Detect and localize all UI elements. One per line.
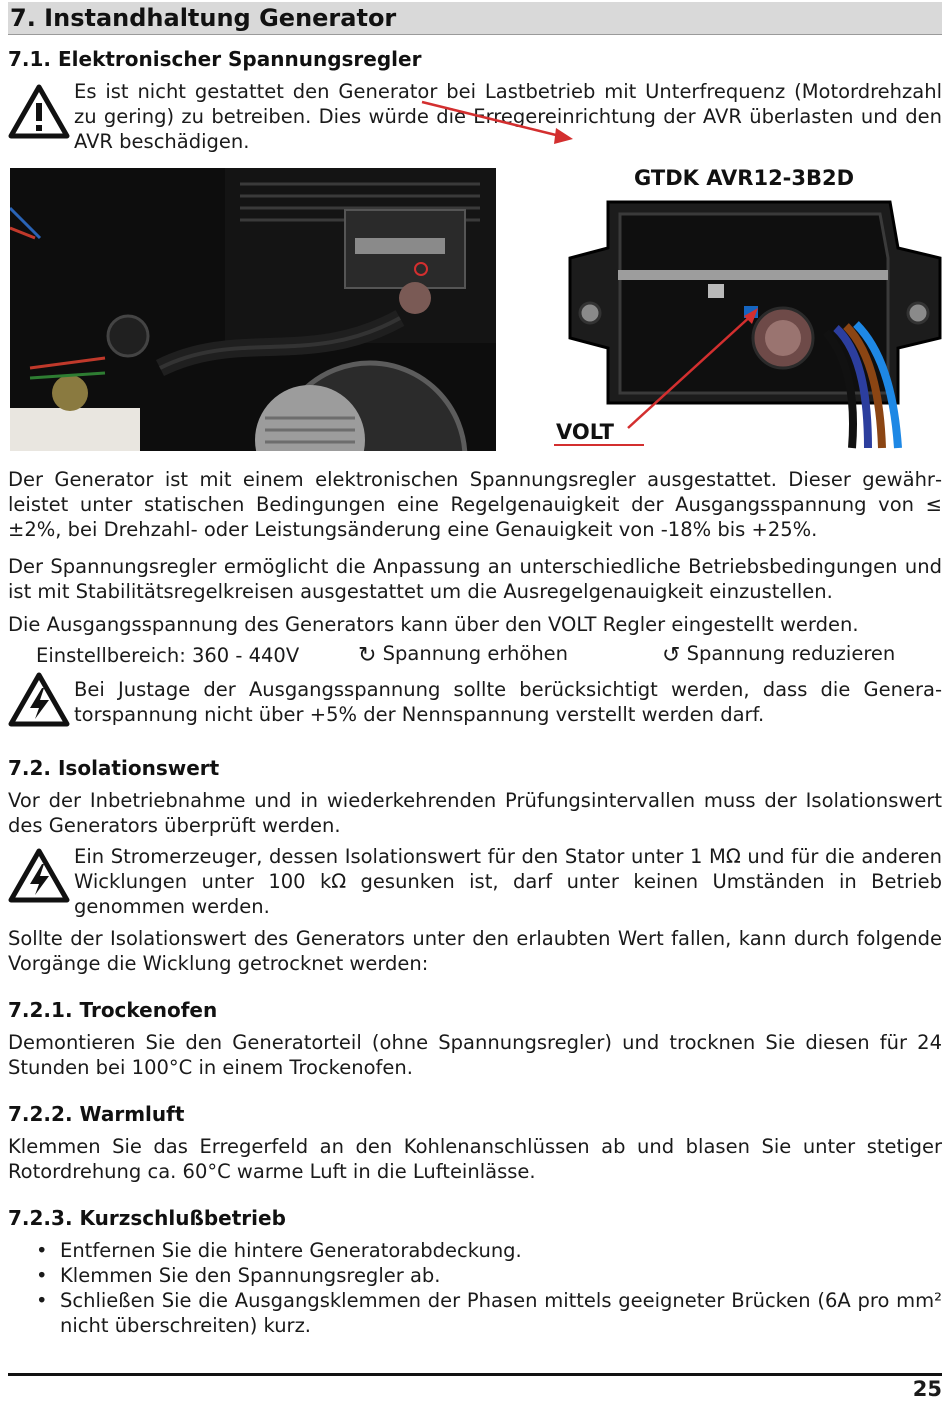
warning-text-avr: Es ist nicht gestattet den Generator bei Lastbetrieb mit Unterfrequenz (Motordrehzahl zu gering) zu betreiben. Dies würde die Erregereinrichtung der AVR überlasten und den AVR beschädigen. <box>74 80 942 153</box>
increase-label: Spannung erhöhen <box>382 642 569 665</box>
pointer-arrow <box>408 90 588 240</box>
warning-text-isolation: Ein Stromerzeuger, dessen Isolationswert für den Stator unter 1 MΩ und für die anderen Wicklungen unter 100 kΩ gesunken ist, darf unter keinen Umständen in Betrieb genommen werden. <box>74 845 942 918</box>
clockwise-arrow-icon: ↻ <box>358 643 377 668</box>
avr-photo-drawing <box>568 198 942 450</box>
paragraph-warm-air: Klemmen Sie das Erregerfeld an den Kohlenanschlüssen ab und blasen Sie unter stetiger Rotordrehung ca. 60°C warme Luft in die Lufteinlässe. <box>8 1135 942 1183</box>
list-item: • Entfernen Sie die hintere Generatorabdeckung. <box>36 1238 942 1263</box>
chapter-header <box>8 2 942 35</box>
volt-label: VOLT <box>556 420 614 444</box>
list-item: • Schließen Sie die Ausgangsklemmen der Phasen mittels geeigneter Brücken (6A pro mm² nicht überschreiten) kurz. <box>36 1288 942 1338</box>
section-heading-7-2-2: 7.2.2. Warmluft <box>8 1102 185 1126</box>
paragraph-isolation: Vor der Inbetriebnahme und in wiederkehrenden Prüfungsintervallen muss der Isolationswert des Generators überprüft werden. <box>8 789 942 837</box>
paragraph-avr-accuracy: Der Generator ist mit einem elektronischen Spannungsregler ausgestattet. Dieser gewährleistet unter statischen Bedingungen eine Regelgenauigkeit der Ausgangsspannung von ≤ ±2%, bei Drehzahl- oder Leistungsänderung eine Genauigkeit von -18% bis +25%. <box>8 468 942 541</box>
exclamation-triangle-icon <box>8 84 70 140</box>
warning-text-voltage: Bei Justage der Ausgangsspannung sollte berücksichtigt werden, dass die Generatorspannung nicht über +5% der Nennspannung verstellt werden darf. <box>74 678 942 726</box>
section-heading-7-2-1: 7.2.1. Trockenofen <box>8 998 218 1022</box>
increase-hint <box>358 641 568 668</box>
counterclockwise-arrow-icon: ↺ <box>662 643 681 668</box>
avr-photo <box>568 198 942 450</box>
chapter-title: 7. Instandhaltung Generator <box>10 4 397 32</box>
paragraph-volt-regler: Die Ausgangsspannung des Generators kann über den VOLT Regler eingestellt werden. <box>8 613 859 636</box>
section-heading-7-2: 7.2. Isolationswert <box>8 756 220 780</box>
volt-underline <box>554 444 644 446</box>
page-number: 25 <box>912 1377 942 1401</box>
high-voltage-triangle-icon <box>8 672 70 728</box>
paragraph-avr-adjustment: Der Spannungsregler ermöglicht die Anpassung an unterschiedliche Betriebsbedingungen und ist mit Stabilitätsregelkreisen ausgestattet um die Ausregelgenauigkeit einzustellen. <box>8 555 942 603</box>
decrease-label: Spannung reduzieren <box>686 642 896 665</box>
section-heading-7-2-3: 7.2.3. Kurzschlußbetrieb <box>8 1206 286 1230</box>
avr-model-label: GTDK AVR12-3B2D <box>634 166 855 190</box>
paragraph-oven: Demontieren Sie den Generatorteil (ohne Spannungsregler) und trocknen Sie diesen für 24 Stunden bei 100°C in einem Trockenofen. <box>8 1031 942 1079</box>
decrease-hint <box>662 641 895 668</box>
list-item: • Klemmen Sie den Spannungsregler ab. <box>36 1263 942 1288</box>
short-circuit-steps <box>36 1238 942 1338</box>
paragraph-drying: Sollte der Isolationswert des Generators unter den erlaubten Wert fallen, kann durch folgende Vorgänge die Wicklung getrocknet werden: <box>8 927 942 975</box>
high-voltage-triangle-icon <box>8 848 70 904</box>
section-heading-7-1: 7.1. Elektronischer Spannungsregler <box>8 47 422 71</box>
footer-rule <box>8 1373 942 1376</box>
adjustment-range: Einstellbereich: 360 - 440V <box>36 644 300 667</box>
